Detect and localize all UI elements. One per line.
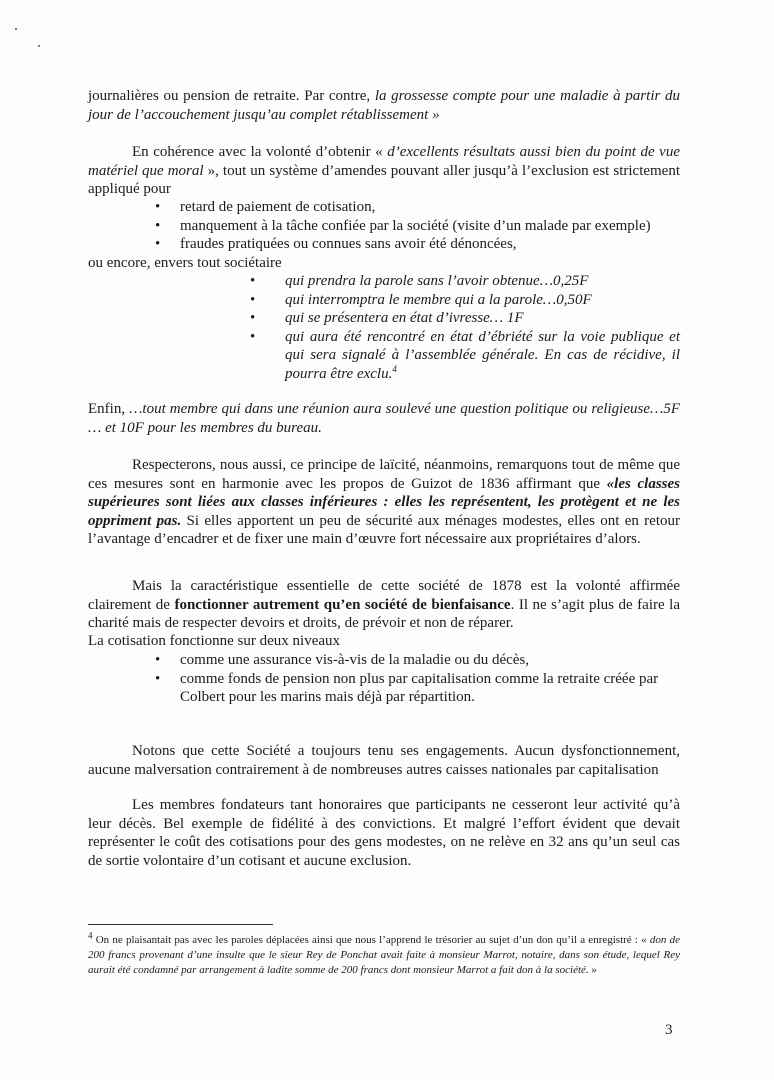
paragraph-9: Les membres fondateurs tant honoraires que participants ne cesseront leur activité qu’à leur décès. Bel exemple de fidélité à des convictions. Et malgré l’effort évident que devait représenter le coût des cotisations pour des gens modestes, on ne relève en 32 ans qu’un seul cas de sortie volontaire d’un cotisant et aucune exclusion. (88, 797, 680, 869)
paragraph-2 (88, 143, 680, 199)
bullet-icon: • (155, 217, 161, 234)
scan-speck (15, 28, 17, 30)
list-item-text: retard de paiement de cotisation, (180, 199, 376, 215)
list-item-text: qui se présentera en état d’ivresse… 1F (285, 310, 524, 326)
paragraph-5-text-c: Si elles apportent un peu de sécurité aux ménages modestes, elles ont en retour l’avantage d’encadrer et de fixer une main d’œuvre fort nécessaire aux propriétaires d’alors. (88, 512, 680, 547)
list-item (250, 309, 680, 328)
paragraph-7: La cotisation fonctionne sur deux niveaux (88, 633, 341, 649)
paragraph-8: Notons que cette Société a toujours tenu ses engagements. Aucun dysfonctionnement, aucune malversation contrairement à de nombreuses autres caisses nationales par capitalisation (88, 743, 680, 778)
list-item (250, 272, 680, 291)
footnote-text-a: On ne plaisantait pas avec les paroles déplacées ainsi que nous l’apprend le trésorier au sujet d’un don qu’il a enregistré : « (92, 934, 650, 946)
bullet-icon: • (155, 652, 161, 668)
bullet-icon: • (250, 291, 256, 308)
list-fines (250, 272, 680, 383)
paragraph-2-text-a: En cohérence avec la volonté d’obtenir « (132, 144, 388, 160)
paragraph-6 (88, 577, 680, 633)
bullet-icon: • (155, 236, 161, 252)
list-item (155, 651, 680, 670)
list-item-text: qui aura été rencontré en état d’ébriété sur la voie publique et qui sera signalé à l’assemblée générale. En cas de récidive, il pourra être exclu. (285, 328, 680, 382)
bullet-icon: • (250, 273, 256, 289)
bullet-icon: • (250, 328, 256, 345)
paragraph-1-text: journalières ou pension de retraite. Par contre, (88, 88, 375, 104)
list-item (155, 235, 680, 254)
paragraph-1-quote: la grossesse compte pour une maladie à partir du jour de l’accouchement jusqu’au complet rétablissement » (88, 88, 680, 123)
footnote-ref: 4 (392, 363, 397, 374)
bullet-icon: • (155, 199, 161, 215)
paragraph-6-text-c: . Il ne s’agit plus de faire la charité mais de respecter devoirs et droits, de prévoir et non de réparer. (88, 596, 680, 631)
paragraph-4-text: Enfin, (88, 401, 130, 417)
list-item (250, 291, 680, 310)
footnote-text-c: » (588, 964, 597, 976)
paragraph-5 (88, 456, 680, 549)
bullet-icon: • (250, 310, 256, 326)
paragraph-4 (88, 400, 680, 437)
list-item-text: qui prendra la parole sans l’avoir obtenue…0,25F (285, 273, 589, 289)
paragraph-1 (88, 87, 680, 124)
list-item (155, 217, 680, 236)
paragraph-5-quote: «les classes supérieures sont liées aux classes inférieures : elles les représentent, les protègent et ne les oppriment pas. (88, 475, 680, 529)
list-contribution (155, 651, 680, 707)
list-penalties (155, 198, 680, 254)
list-item-text: comme une assurance vis-à-vis de la maladie ou du décès, (180, 652, 530, 668)
list-item-text: manquement à la tâche confiée par la société (visite d’un malade par exemple) (180, 217, 651, 234)
footnote (88, 930, 680, 978)
list-item-text: fraudes pratiquées ou connues sans avoir été dénoncées, (180, 236, 517, 252)
list-item-text: comme fonds de pension non plus par capitalisation comme la retraite créée par Colbert pour les marins mais déjà par répartition. (180, 670, 659, 705)
list-item-text: qui interromptra le membre qui a la parole…0,50F (285, 291, 592, 308)
paragraph-3: ou encore, envers tout sociétaire (88, 255, 282, 271)
paragraph-6-text-a: Mais la caractéristique essentielle de cette société de 1878 est la volonté affirmée clairement de (88, 578, 680, 613)
paragraph-4-quote: …tout membre qui dans une réunion aura soulevé une question politique ou religieuse…5F … et 10F pour les membres du bureau. (88, 401, 681, 436)
scan-speck (38, 45, 40, 47)
footnote-quote: don de 200 francs provenant d’une insulte que le sieur Rey de Ponchat avait faite à monsieur Marrot, notaire, dans son étude, lequel Rey aurait été condamné par arrangement à ladite somme de 200 francs dont monsieur Marrot a fait don à la société. (88, 934, 680, 976)
paragraph-2-text-c: », tout un système d’amendes pouvant aller jusqu’à l’exclusion est strictement appliqué pour (88, 162, 681, 197)
paragraph-6-bold: fonctionner autrement qu’en société de bienfaisance (174, 596, 511, 613)
paragraph-2-quote: d’excellents résultats aussi bien du point de vue matériel que moral (88, 144, 680, 179)
paragraph-5-text-a: Respecterons, nous aussi, ce principe de laïcité, néanmoins, remarquons tout de même que ces mesures sont en harmonie avec les propos de Guizot de 1836 affirmant que (88, 457, 680, 492)
bullet-icon: • (155, 670, 161, 687)
page-number: 3 (665, 1022, 673, 1038)
list-item (155, 670, 680, 707)
footnote-divider (88, 924, 273, 925)
list-item (155, 198, 680, 217)
list-item (250, 328, 680, 384)
footnote-number: 4 (88, 930, 93, 941)
